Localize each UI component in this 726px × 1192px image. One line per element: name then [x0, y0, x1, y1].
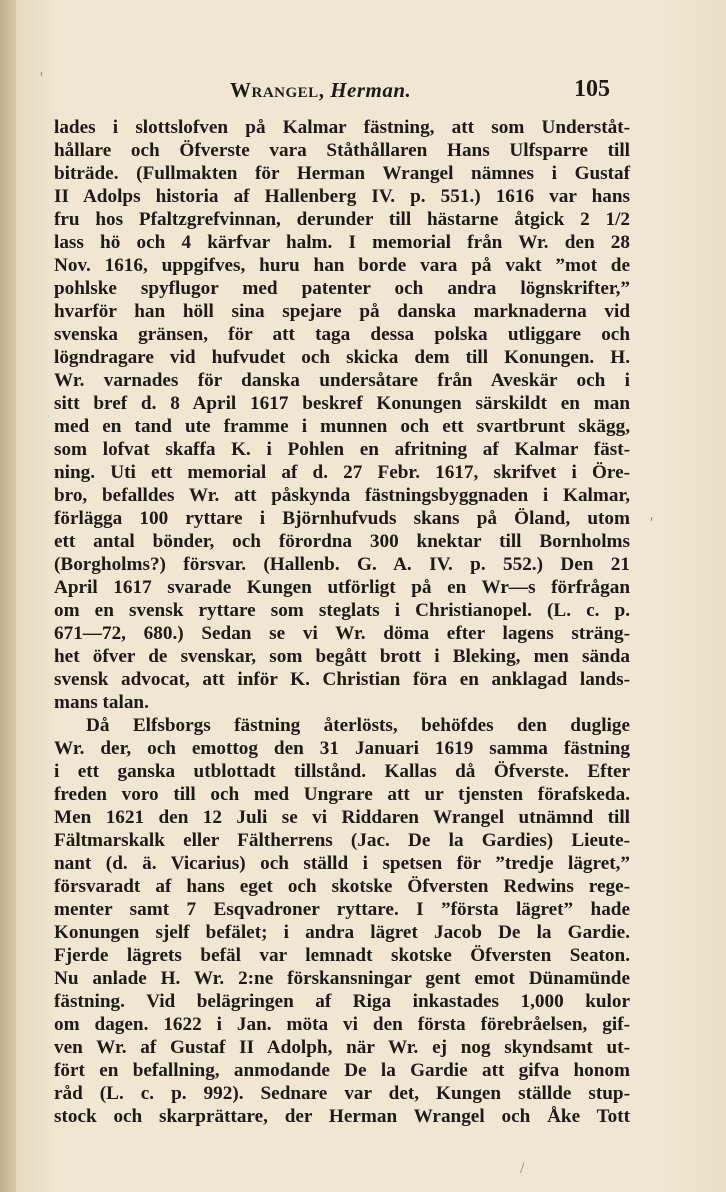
text-line: hållare och Öfverste vara Ståthållaren Hans Ulfsparre till	[54, 140, 630, 161]
text-line: ven Wr. af Gustaf II Adolph, när Wr. ej nog skyndsamt ut-	[54, 1037, 630, 1058]
margin-speck: ′	[650, 515, 654, 532]
text-line: Wr. varnades för danska undersåtare från Aveskär och i	[54, 370, 630, 391]
text-line: ning. Uti ett memorial af d. 27 Febr. 1617, skrifvet i Öre-	[54, 462, 630, 483]
text-line: Nov. 1616, uppgifves, huru han borde vara på vakt ”mot de	[54, 255, 630, 276]
text-line: nant (d. ä. Vicarius) och ställd i spetsen för ”tredje lägret,”	[54, 853, 630, 874]
text-line: fört en befallning, anmodande De la Gardie att gifva honom	[54, 1060, 630, 1081]
running-head-title: Wrangel, Herman.	[230, 78, 412, 102]
text-line: April 1617 svarade Kungen utförligt på en Wr—s förfrågan	[54, 577, 630, 598]
text-line: II Adolps historia af Hallenberg IV. p. 551.) 1616 var hans	[54, 186, 630, 207]
text-line: med en tand ute framme i munnen och ett svartbrunt skägg,	[54, 416, 630, 437]
text-line: svenska gränsen, för att taga dessa polska utliggare och	[54, 324, 630, 345]
text-line: (Borgholms?) försvar. (Hallenb. G. A. IV. p. 552.) Den 21	[54, 554, 630, 575]
text-line: fru hos Pfaltzgrefvinnan, derunder till hästarne åtgick 2 1/2	[54, 209, 630, 230]
text-line: het öfver de svenskar, som begått brott i Bleking, men sända	[54, 646, 630, 667]
page-spine-shadow	[0, 0, 16, 1192]
text-line: freden voro till och med Ungrare att ur tjensten förafskeda.	[54, 784, 630, 805]
text-line: lades i slottslofven på Kalmar fästning, att som Underståt-	[54, 117, 630, 138]
text-line: biträde. (Fullmakten för Herman Wrangel nämnes i Gustaf	[54, 163, 630, 184]
text-line: i ett ganska utblottadt tillstånd. Kallas då Öfverste. Efter	[54, 761, 630, 782]
text-line: menter samt 7 Esqvadroner ryttare. I ”första lägret” hade	[54, 899, 630, 920]
text-line: Wr. der, och emottog den 31 Januari 1619 samma fästning	[54, 738, 630, 759]
text-line: om en svensk ryttare som steglats i Christianopel. (L. c. p.	[54, 600, 630, 621]
text-line: råd (L. c. p. 992). Sednare var det, Kungen ställde stup-	[54, 1083, 630, 1104]
text-line: lass hö och 4 kärfvar halm. I memorial från Wr. den 28	[54, 232, 630, 253]
text-line: försvaradt af hans eget och skotske Öfversten Redwins rege-	[54, 876, 630, 897]
text-line: 671—72, 680.) Sedan se vi Wr. döma efter lagens sträng-	[54, 623, 630, 644]
text-line: hvarför han höll sina spejare på danska marknaderna vid	[54, 301, 630, 322]
text-line: pohlske spyflugor med patenter och andra lögnskrifter,”	[54, 278, 630, 299]
running-header	[230, 74, 610, 110]
page-number: 105	[574, 76, 610, 102]
body-text	[54, 116, 630, 1128]
text-line: mans talan.	[54, 692, 149, 713]
text-line: förlägga 100 ryttare i Björnhufvuds skans på Öland, utom	[54, 508, 630, 529]
margin-speck: '	[40, 70, 43, 87]
text-line: bro, befalldes Wr. att påskynda fästningsbyggnaden i Kalmar,	[54, 485, 630, 506]
text-line: lögndragare vid hufvudet och skicka dem till Konungen. H.	[54, 347, 630, 368]
text-line: om dagen. 1622 i Jan. möta vi den första förebråelsen, gif-	[54, 1014, 630, 1035]
text-line: Men 1621 den 12 Juli se vi Riddaren Wrangel utnämnd till	[54, 807, 630, 828]
text-line: stock och skarprättare, der Herman Wrangel och Åke Tott	[54, 1106, 630, 1127]
text-line: fästning. Vid belägringen af Riga inkastades 1,000 kulor	[54, 991, 630, 1012]
text-line: som lofvat skaffa K. i Pohlen en afritning af Kalmar fäst-	[54, 439, 630, 460]
running-head-surname: Wrangel	[230, 78, 319, 102]
text-line: ett antal bönder, och förordna 300 knektar till Bornholms	[54, 531, 630, 552]
text-line: sitt bref d. 8 April 1617 beskref Konungen särskildt en man	[54, 393, 630, 414]
running-head-given-name: Herman.	[330, 78, 412, 102]
text-line: Fjerde lägrets befäl var lemnadt skotske Öfversten Seaton.	[54, 945, 630, 966]
text-line: Konungen sjelf befälet; i andra lägret Jacob De la Gardie.	[54, 922, 630, 943]
text-line: Fältmarskalk eller Fältherrens (Jac. De la Gardies) Lieute-	[54, 830, 630, 851]
text-line: Då Elfsborgs fästning återlösts, behöfdes den duglige	[86, 715, 630, 736]
text-line: Nu anlade H. Wr. 2:ne förskansningar gent emot Dünamünde	[54, 968, 630, 989]
margin-speck: /	[520, 1160, 525, 1177]
text-line: svensk advocat, att inför K. Christian föra en anklagad lands-	[54, 669, 630, 690]
